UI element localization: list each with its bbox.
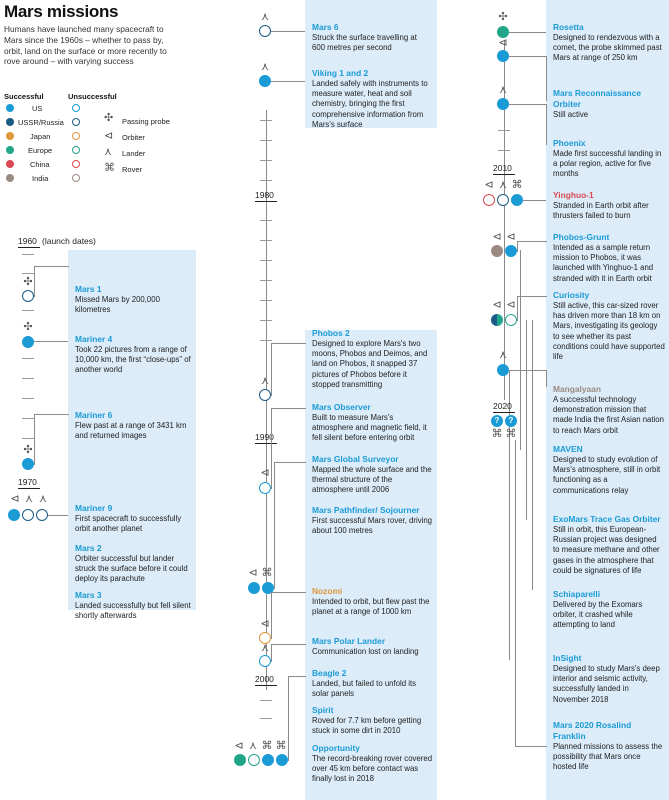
legend-type-orbiter: Orbiter [122, 133, 145, 142]
decade-1990: 1990 [255, 432, 274, 442]
mission-title: Opportunity [312, 743, 360, 753]
mission-desc: A successful technology demonstration mission that made India the first Asian nation to reach Mars orbit [553, 395, 664, 435]
mission-desc: Made first successful landing in a polar region, active for five months [553, 149, 662, 179]
mission-dot-mro [497, 50, 509, 62]
passing-probe-icon: ✣ [23, 321, 33, 333]
legend-type-passing: Passing probe [122, 117, 170, 126]
mission-desc: Landed successfully but fell silent shortly afterwards [75, 601, 191, 621]
decade-1960: 1960 [18, 236, 37, 246]
year-tick [260, 160, 272, 161]
lander-icon: ⋏ [38, 493, 48, 505]
decade-2020: 2020 [493, 401, 512, 411]
year-tick [498, 130, 510, 131]
lander-icon: ⋏ [260, 375, 270, 387]
entry-mars2-text [75, 543, 195, 585]
decade-2010: 2010 [493, 163, 512, 173]
mission-desc: Roved for 7.7 km before getting stuck in some dirt in 2010 [312, 716, 422, 736]
mission-dot-mariner4 [22, 336, 34, 348]
legend-japan-fail-ring [72, 132, 80, 140]
entry-rosetta [553, 22, 665, 64]
year-tick [22, 418, 34, 419]
decade-line-2010 [493, 174, 515, 175]
decade-line-1970 [18, 488, 40, 489]
year-tick [260, 140, 272, 141]
connector-mars1 [34, 266, 69, 297]
mission-title: Mars Observer [312, 402, 371, 412]
decade-line-1980 [255, 201, 277, 202]
mission-desc: The record-breaking rover covered over 45 km before contact was finally lost in 2018 [312, 754, 433, 784]
mission-desc: Mapped the whole surface and the thermal structure of the atmosphere until 2006 [312, 465, 432, 495]
year-tick [260, 240, 272, 241]
legend-china-fail-ring [72, 160, 80, 168]
lander-icon: ⋏ [260, 642, 270, 654]
mission-dot-exomars [491, 314, 503, 326]
year-tick [260, 700, 272, 701]
legend-us-fail-ring [72, 104, 80, 112]
mission-dot-curiosity-early [511, 194, 523, 206]
rover-icon: ⌘ [511, 179, 523, 191]
mission-desc: Landed safely with instruments to measure water, heat and soil chemistry, bringing the first comprehensive information from Mars's surface [312, 79, 428, 129]
rover-icon: ⌘ [505, 428, 517, 440]
legend-nation-europe: Europe [28, 146, 53, 155]
mission-desc: Delivered by the Exomars orbiter, it crashed while attempting to land [553, 600, 643, 630]
mission-dot-mariner9 [8, 509, 20, 521]
connector-mro [509, 56, 547, 101]
legend-india-fail-ring [72, 174, 80, 182]
year-tick [260, 718, 272, 719]
lander-icon: ⋏ [498, 179, 508, 191]
lander-icon: ⋏ [260, 61, 270, 73]
entry-mangalyaan [553, 384, 665, 436]
entry-polar [312, 636, 434, 657]
lander-icon: ⋏ [498, 349, 508, 361]
mission-desc: Still in orbit, this European-Russian project was designed to measure methane and other gases in the atmosphere that could be signatures of life [553, 525, 660, 575]
entry-observer [312, 402, 434, 444]
entry-mars3 [75, 590, 195, 621]
connector-beagle [288, 676, 306, 761]
connector-mars2020 [515, 440, 547, 747]
mission-title: Mars Global Surveyor [312, 454, 399, 464]
legend-us-success-dot [6, 104, 14, 112]
entry-mars6 [312, 22, 432, 53]
entry-mro [553, 88, 665, 120]
mission-title: Phoenix [553, 138, 586, 148]
mission-desc: Planned missions to assess the possibility that Mars once hosted life [553, 742, 663, 772]
mission-title: MAVEN [553, 444, 583, 454]
mission-dot-phobosgrunt [497, 194, 509, 206]
connector-yinghuo [523, 200, 546, 202]
mission-title: Mars Reconnaissance Orbiter [553, 88, 641, 109]
mission-desc: Designed to study evolution of Mars's atmosphere, still in orbit functioning as a communications relay [553, 455, 661, 495]
mission-title: InSight [553, 653, 582, 663]
connector-mariner9 [48, 515, 68, 517]
entry-mariner9 [75, 503, 193, 534]
mission-dot-yinghuo [483, 194, 495, 206]
mission-title: Mars 6 [312, 22, 339, 32]
orbiter-icon: ⊲ [10, 493, 20, 505]
entry-schiaparelli [553, 589, 665, 631]
mission-dot-phoenix [497, 98, 509, 110]
mission-dot-mars-express [234, 754, 246, 766]
legend-india-success-dot [6, 174, 14, 182]
year-tick [498, 150, 510, 151]
mission-dot-observer [259, 482, 271, 494]
mission-dot-maven [505, 245, 517, 257]
mission-dot-mars6 [259, 25, 271, 37]
mission-desc: First successful Mars rover, driving about 100 metres [312, 516, 433, 536]
mission-title: Yinghuo-1 [553, 190, 594, 200]
mission-dot-phobos2 [259, 389, 271, 401]
entry-pathfinder [312, 505, 434, 536]
year-tick [260, 180, 272, 181]
orbiter-icon: ⊲ [506, 231, 516, 243]
entry-maven [553, 444, 665, 496]
mission-desc: Designed to explore Mars's two moons, Phobos and Deimos, and land on Phobos, it snapped 37 pictures of Phobos before it stopped transmitting [312, 339, 428, 389]
mission-dot-opportunity [276, 754, 288, 766]
mission-title: Mars 1 [75, 284, 102, 294]
orbiter-icon: ⊲ [104, 130, 114, 142]
year-tick [22, 438, 34, 439]
connector-phoenix [509, 104, 547, 145]
rover-icon: ⌘ [104, 162, 115, 174]
mission-desc: Built to measure Mars's atmosphere and magnetic field, it fell silent before entering orbit [312, 413, 427, 443]
entry-phobosgrunt [553, 232, 665, 284]
passing-probe-icon: ✣ [23, 276, 33, 288]
entry-nozomi [312, 586, 434, 617]
year-tick [260, 280, 272, 281]
legend-nation-japan: Japan [30, 132, 51, 141]
entry-insight [553, 653, 665, 705]
entry-beagle [312, 668, 434, 699]
mission-desc: Orbiter successful but lander struck the surface before it could deploy its parachute [75, 554, 188, 584]
entry-phobos2 [312, 328, 434, 390]
orbiter-icon: ⊲ [260, 618, 270, 630]
mission-title: Mars 2020 Rosalind Franklin [553, 720, 632, 741]
connector-insight [509, 370, 511, 660]
legend-nation-china: China [30, 160, 50, 169]
passing-probe-icon: ✣ [23, 444, 33, 456]
mission-desc: Still active, this car-sized rover has driven more than 18 km on Mars, investigating its geology to see whether its past conditions could have supported life [553, 301, 665, 362]
mission-title: ExoMars Trace Gas Orbiter [553, 514, 661, 524]
mission-dot-mangalyaan [491, 245, 503, 257]
year-tick [22, 398, 34, 399]
rover-icon: ⌘ [261, 740, 273, 752]
mission-dot-schiaparelli [505, 314, 517, 326]
orbiter-icon: ⊲ [492, 231, 502, 243]
legend-ussr-fail-ring [72, 118, 80, 126]
decade-1970: 1970 [18, 477, 37, 487]
mission-title: Spirit [312, 705, 334, 715]
mission-title: Schiaparelli [553, 589, 601, 599]
mission-dot-beagle [248, 754, 260, 766]
mission-title: Curiosity [553, 290, 590, 300]
lander-icon: ⋏ [24, 493, 34, 505]
orbiter-icon: ⊲ [484, 179, 494, 191]
entry-yinghuo [553, 190, 665, 221]
connector-nozomi [271, 592, 306, 639]
legend-nation-ussr: USSR/Russia [18, 118, 64, 127]
mission-title: Mangalyaan [553, 384, 601, 394]
connector-mars6 [271, 31, 305, 33]
intro-text: Humans have launched many spacecraft to Mars since the 1960s – whether to pass by, orbit, land on the surface or more recently to rove around – with varying success [4, 24, 167, 67]
page-title: Mars missions [4, 2, 119, 21]
lander-icon: ⋏ [260, 11, 270, 23]
legend-type-lander: Lander [122, 149, 146, 158]
legend-successful-heading: Successful [4, 92, 44, 101]
year-tick [260, 220, 272, 221]
mission-desc: Struck the surface travelling at 600 metres per second [312, 33, 417, 53]
mission-title: Phobos-Grunt [553, 232, 610, 242]
mission-desc: Designed to rendezvous with a comet, the probe skimmed past Mars at range of 250 km [553, 33, 662, 63]
orbiter-icon: ⊲ [234, 740, 244, 752]
mission-title: Mariner 9 [75, 503, 113, 513]
mission-title: Phobos 2 [312, 328, 350, 338]
legend-unsuccessful-heading: Unsuccessful [68, 92, 117, 101]
legend-china-success-dot [6, 160, 14, 168]
year-tick [260, 120, 272, 121]
mission-desc: Intended as a sample return mission to Phobos, it was launched with Yinghuo-1 and stranded with it in Earth orbit [553, 243, 654, 283]
mission-dot-insight [497, 364, 509, 376]
connector-mariner6 [34, 414, 69, 465]
legend-type-rover: Rover [122, 165, 143, 174]
legend-europe-fail-ring [72, 146, 80, 154]
orbiter-icon: ⊲ [498, 37, 508, 49]
year-tick [22, 254, 34, 255]
rover-icon: ⌘ [261, 567, 273, 579]
rover-icon: ⌘ [491, 428, 503, 440]
mission-desc: Took 22 pictures from a range of 10,000 km, the first “close-ups” of another world [75, 345, 191, 375]
mission-title: Mars Pathfinder/ Sojourner [312, 505, 420, 515]
mission-desc: Designed to study Mars's deep interior and seismic activity, successfully landed in November 2018 [553, 664, 660, 704]
decade-2000: 2000 [255, 674, 274, 684]
entry-curiosity [553, 290, 665, 362]
year-tick [260, 300, 272, 301]
legend-nation-india: India [32, 174, 49, 183]
entry-phoenix [553, 138, 665, 180]
orbiter-icon: ⊲ [260, 467, 270, 479]
year-tick [260, 260, 272, 261]
year-tick [22, 273, 34, 274]
legend-nation-us: US [32, 104, 43, 113]
legend-japan-success-dot [6, 132, 14, 140]
lander-icon: ⋏ [248, 740, 258, 752]
connector-surveyor [274, 462, 306, 589]
mission-title: Rosetta [553, 22, 584, 32]
year-tick [22, 358, 34, 359]
mission-title: Mariner 6 [75, 410, 113, 420]
mission-dot-surveyor [248, 582, 260, 594]
mission-dot-viking [259, 75, 271, 87]
year-tick [260, 340, 272, 341]
entry-opportunity [312, 743, 434, 785]
connector-phobos2 [271, 343, 306, 396]
entry-mariner4 [75, 334, 193, 376]
mission-dot-spirit [262, 754, 274, 766]
mission-dot-rosalind: ? [505, 415, 517, 427]
passing-probe-icon: ✣ [498, 11, 508, 23]
mission-desc: Communication lost on landing [312, 647, 419, 656]
mission-desc: Still active [553, 110, 589, 119]
connector-mariner4 [34, 341, 68, 343]
mission-desc: Landed, but failed to unfold its solar panels [312, 679, 417, 699]
year-tick [260, 320, 272, 321]
entry-viking [312, 68, 434, 130]
legend-ussr-success-dot [6, 118, 14, 126]
decade-line-1960 [18, 247, 40, 248]
mission-desc: Intended to orbit, but flew past the planet at a range of 1000 km [312, 597, 430, 617]
mission-title: Nozomi [312, 586, 343, 596]
mission-title: Mars 2 [75, 543, 102, 553]
orbiter-icon: ⊲ [506, 299, 516, 311]
mission-title: Mars 3 [75, 590, 102, 600]
orbiter-icon: ⊲ [248, 567, 258, 579]
mission-dot-polar [259, 655, 271, 667]
decade-note: (launch dates) [42, 236, 96, 246]
connector-rosetta [509, 32, 546, 34]
entry-mars1 [75, 284, 190, 315]
passing-probe-icon: ✣ [104, 112, 114, 124]
mission-desc: First spacecraft to successfully orbit another planet [75, 514, 182, 534]
mission-desc: Flew past at a range of 3431 km and returned images [75, 421, 187, 441]
mission-title: Beagle 2 [312, 668, 347, 678]
connector-viking [271, 81, 305, 83]
legend-europe-success-dot [6, 146, 14, 154]
mission-title: Mariner 4 [75, 334, 113, 344]
lander-icon: ⋏ [498, 84, 508, 96]
decade-1980: 1980 [255, 190, 274, 200]
orbiter-icon: ⊲ [492, 299, 502, 311]
mission-desc: Missed Mars by 200,000 kilometres [75, 295, 160, 315]
mission-dot-mars2020: ? [491, 415, 503, 427]
mission-dot-mariner6 [22, 458, 34, 470]
entry-surveyor [312, 454, 434, 496]
year-tick [22, 378, 34, 379]
mission-dot-mars3 [36, 509, 48, 521]
entry-spirit [312, 705, 434, 736]
entry-exomars [553, 514, 665, 576]
connector-polar [271, 644, 306, 662]
mission-dot-mars1 [22, 290, 34, 302]
decade-line-2020 [493, 412, 515, 413]
mission-title: Mars Polar Lander [312, 636, 386, 646]
decade-line-2000 [255, 685, 277, 686]
entry-mariner6 [75, 410, 195, 441]
entry-mars2020 [553, 720, 665, 773]
mission-dot-mars2 [22, 509, 34, 521]
mission-desc: Stranded in Earth orbit after thrusters failed to burn [553, 201, 649, 221]
year-tick [22, 310, 34, 311]
mission-title: Viking 1 and 2 [312, 68, 369, 78]
lander-icon: ⋏ [104, 146, 113, 158]
rover-icon: ⌘ [275, 740, 287, 752]
